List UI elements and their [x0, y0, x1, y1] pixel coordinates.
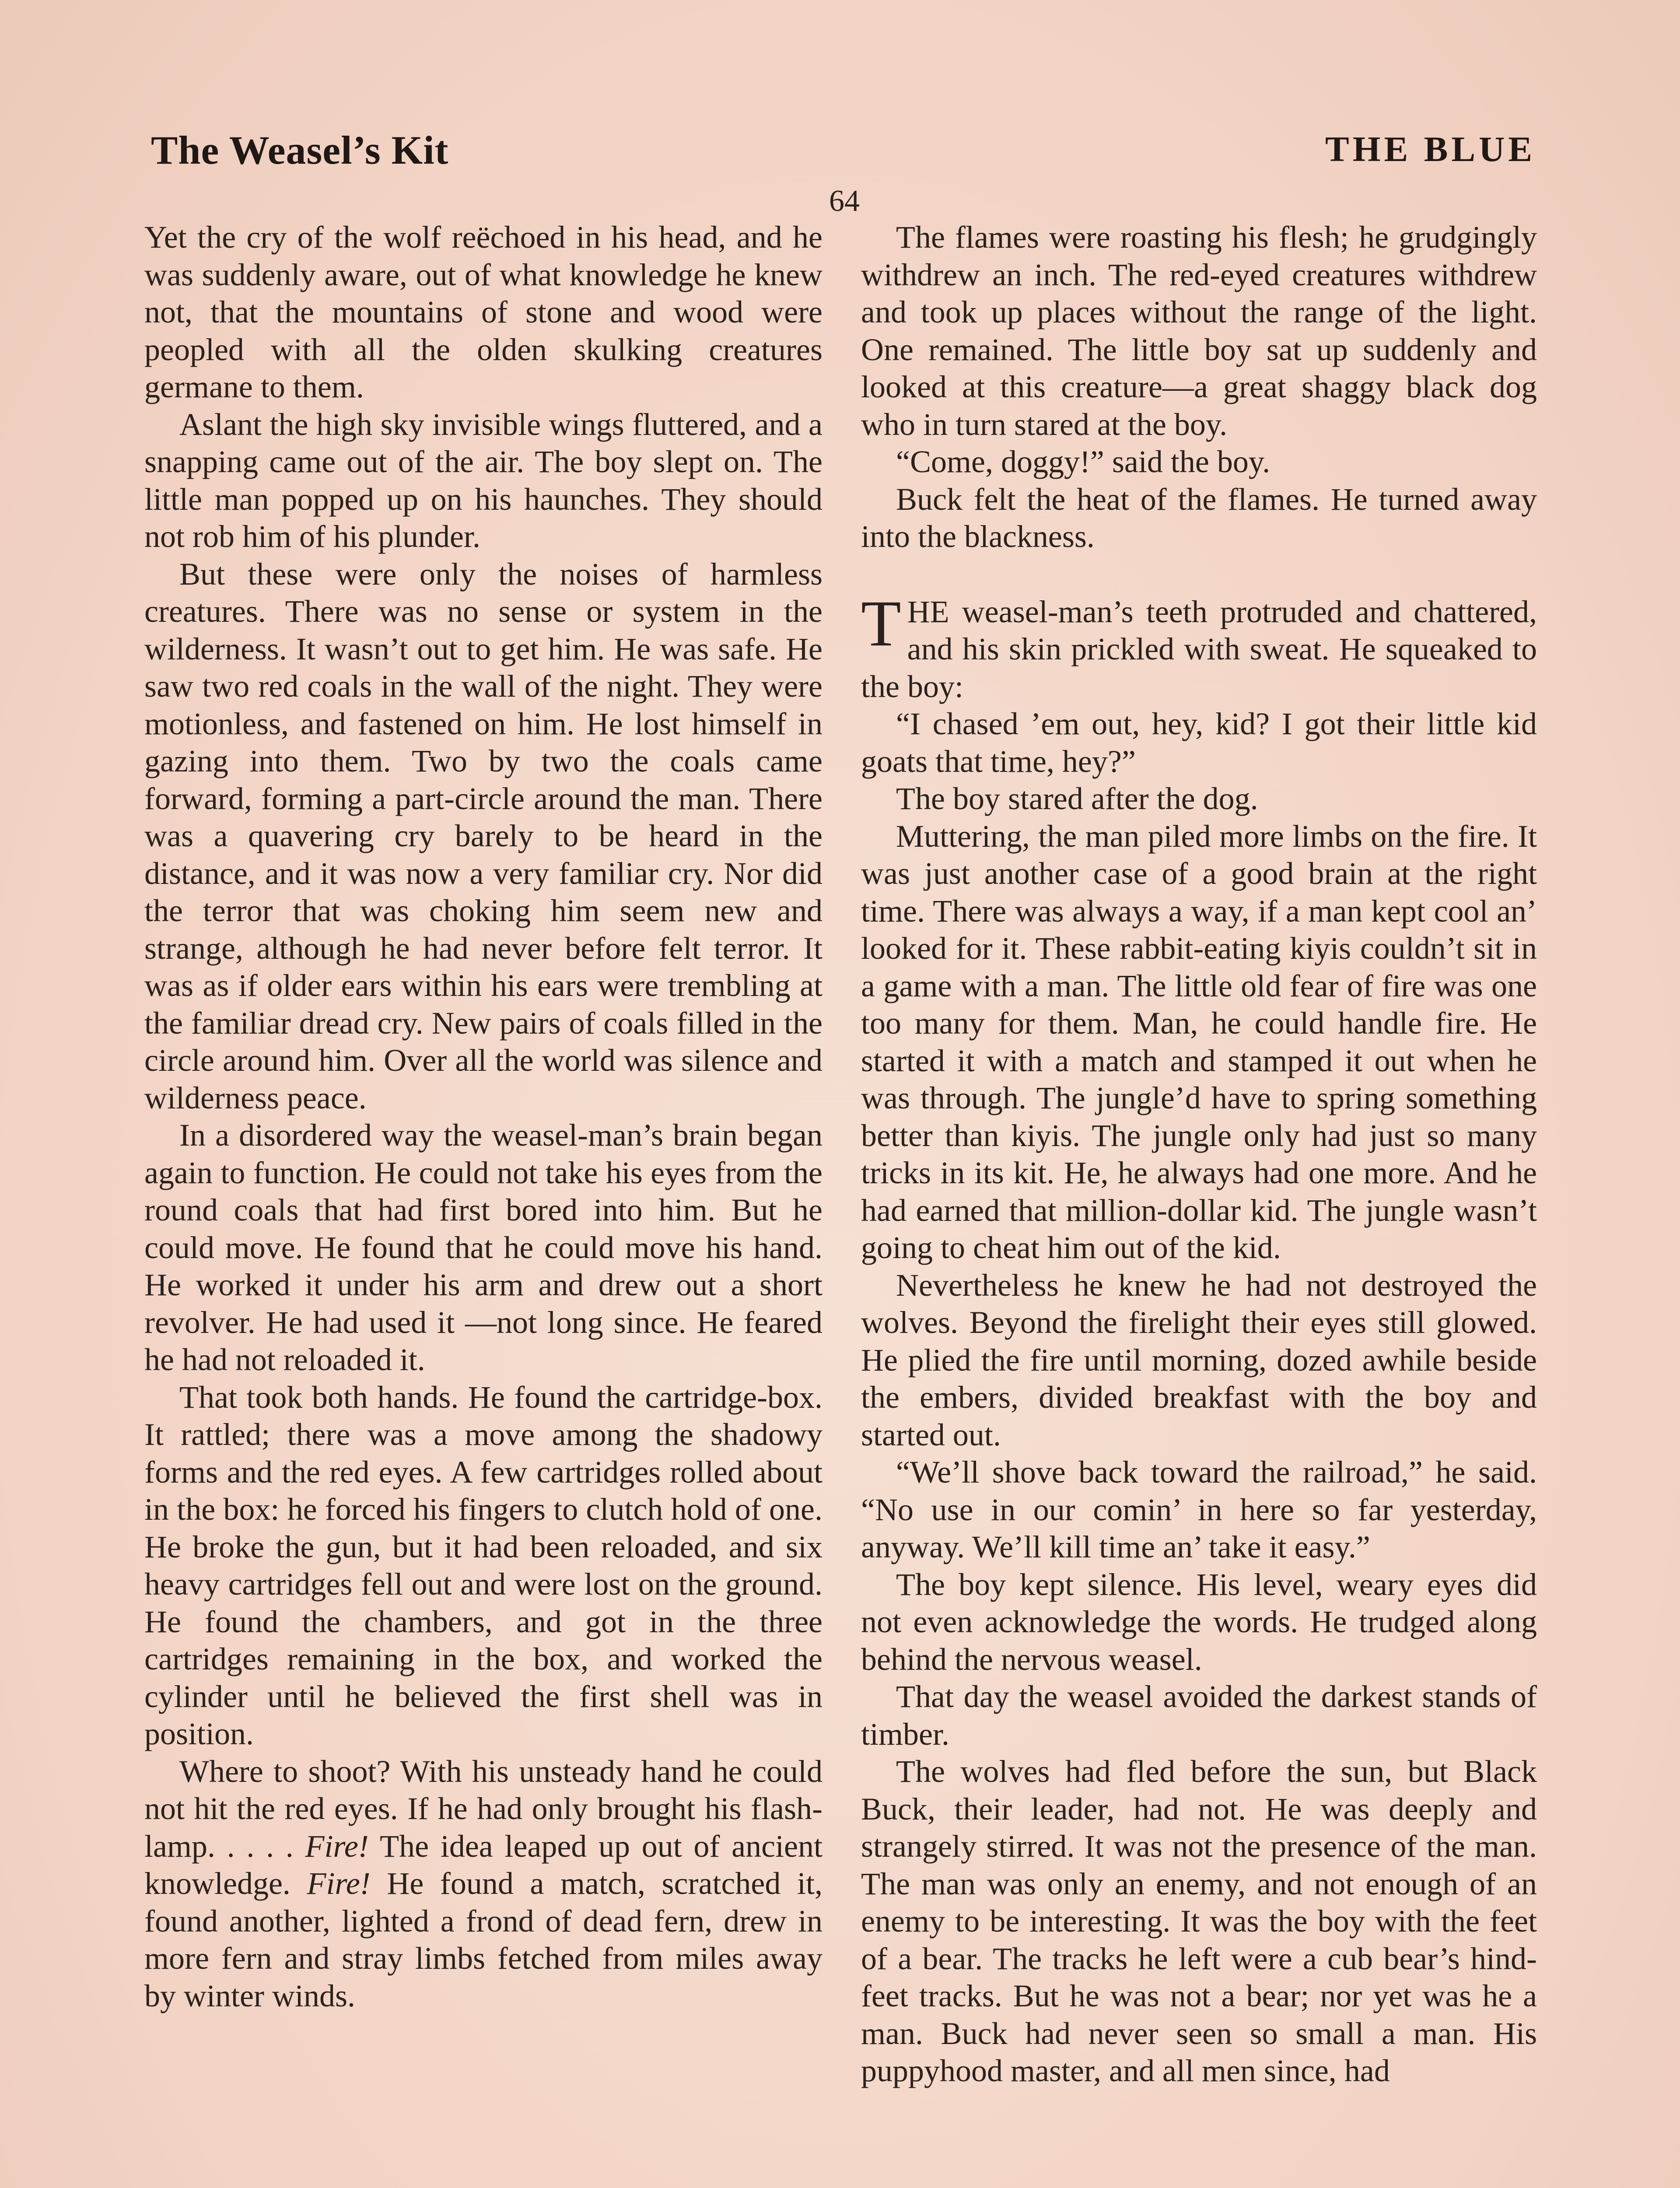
page-number: 64 [829, 184, 860, 218]
paragraph: Muttering, the man piled more limbs on the fire. It was just another case of a good brain at the right time. There was always a way, if a man kept cool an’ looked for it. These rabbit-eating kiyis couldn’t sit in a game with a man. The little old fear of fire was one too many for them. Man, he could handle fire. He started it with a match and stamped it out when he was through. The jungle’d have to spring something better than kiyis. The jungle only had just so many tricks in its kit. He, he always had one more. And he had earned that million-dollar kid. The jungle wasn’t going to cheat him out of the kid. [861, 818, 1537, 1265]
text-segment: The idea leaped up out of ancient knowledge. [144, 1828, 822, 1901]
text-segment: Where to shoot? With his unsteady hand he could not hit the red eyes. If he had only brought his flash-lamp. . . . . [144, 1753, 822, 1864]
paragraph: Nevertheless he knew he had not destroyed the wolves. Beyond the firelight their eyes still glowed. He plied the fire until morning, dozed awhile beside the embers, divided breakfast with the boy and started out. [861, 1267, 1537, 1452]
paragraph [861, 587, 1537, 706]
right-column [861, 219, 1537, 2090]
paragraph: The boy stared after the dog. [896, 781, 1258, 816]
paragraph: But these were only the noises of harmless creatures. There was no sense or system in the wilderness. It wasn’t out to get him. He was safe. He saw two red coals in the wall of the night. They were motionless, and fastened on him. He lost himself in gazing into them. Two by two the coals came forward, forming a part-circle around the man. There was a quavering cry barely to be heard in the distance, and it was now a very familiar cry. Nor did the terror that was choking him seem new and strange, although he had never before felt terror. It was as if older ears within his ears were trembling at the familiar dread cry. New pairs of coals filled in the circle around him. Over all the world was silence and wilderness peace. [144, 556, 822, 1115]
paragraph: Aslant the high sky invisible wings fluttered, and a snapping came out of the air. The boy slept on. The little man popped up on his haunches. They should not rob him of his plunder. [144, 407, 822, 554]
paragraph: That took both hands. He found the cartridge-box. It rattled; there was a move among the shadowy forms and the red eyes. A few cartridges rolled about in the box: he forced his fingers to clutch hold of one. He broke the gun, but it had been reloaded, and six heavy cartridges fell out and were lost on the ground. He found the chambers, and got in the three cartridges remaining in the box, and worked the cylinder until he believed the first shell was in position. [144, 1379, 822, 1751]
paragraph: Buck felt the heat of the flames. He turned away into the blackness. [861, 481, 1537, 554]
paragraph: Yet the cry of the wolf reëchoed in his head, and he was suddenly aware, out of what knowledge he knew not, that the mountains of stone and wood were peopled with all the olden skulking creatures germane to them. [144, 220, 822, 404]
paragraph: The boy kept silence. His level, weary eyes did not even acknowledge the words. He trudged along behind the nervous weasel. [861, 1567, 1537, 1677]
drop-cap: T [861, 587, 901, 660]
paragraph [144, 1753, 822, 2015]
story-title-header: The Weasel’s Kit [151, 128, 449, 172]
text-segment: He found a match, scratched it, found another, lighted a frond of dead fern, drew in more fern and stray limbs fetched from miles away by winter winds. [144, 1866, 822, 2013]
paragraph: The flames were roasting his flesh; he grudgingly withdrew an inch. The red-eyed creatures withdrew and took up places without the range of the light. One remained. The little boy sat up suddenly and looked at this creature—a great shaggy black dog who in turn stared at the boy. [861, 220, 1537, 442]
italic-text: Fire! [307, 1866, 371, 1901]
paragraph: “I chased ’em out, hey, kid? I got their little kid goats that time, hey?” [861, 706, 1537, 779]
left-column [144, 219, 822, 2015]
text-segment: HE weasel-man’s teeth protruded and chattered, and his skin prickled with sweat. He squeaked to the boy: [861, 594, 1537, 704]
paragraph: In a disordered way the weasel-man’s brain began again to function. He could not take his eyes from the round coals that had first bored into him. But he could move. He found that he could move his hand. He worked it under his arm and drew out a short revolver. He had used it —not long since. He feared he had not reloaded it. [144, 1118, 822, 1377]
italic-text: Fire! [305, 1828, 369, 1864]
paragraph: “We’ll shove back toward the railroad,” he said. “No use in our comin’ in here so far yesterday, anyway. We’ll kill time an’ take it easy.” [861, 1455, 1537, 1564]
paragraph: The wolves had fled before the sun, but Black Buck, their leader, had not. He was deeply and strangely stirred. It was not the presence of the man. The man was only an enemy, and not enough of an enemy to be interesting. It was the boy with the feet of a bear. The tracks he left were a cub bear’s hind-feet tracks. But he was not a bear; nor yet was he a man. Buck had never seen so small a man. His puppyhood master, and all men since, had [861, 1754, 1537, 2088]
paragraph: That day the weasel avoided the darkest stands of timber. [861, 1679, 1537, 1752]
section-break [861, 556, 1537, 593]
magazine-title-header: THE BLUE [1325, 129, 1536, 169]
paragraph: “Come, doggy!” said the boy. [896, 444, 1270, 479]
